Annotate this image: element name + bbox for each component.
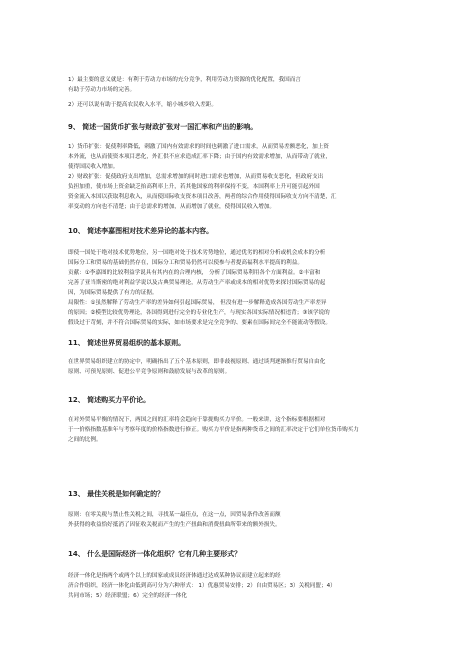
intro-line-2: 有助于劳动力市场的完善。 [68,87,136,93]
q9-body [68,142,426,212]
q11-line: 在世界贸易组织建立的协定中，明确指出了五个基本原则，即非歧视原则、通过谈判逐渐推行贸易自由化 [68,359,326,365]
q11-heading: 11、 简述世界贸易组织的基本原则。 [68,339,186,347]
q14-body [68,571,426,601]
intro-paragraph-2 [68,100,426,110]
q10-line: 即使一国处于绝对技术优势地位，另一国绝对处于技术劣势地位，通过优劣的相对分析或机会成本的分析 [68,250,326,256]
q9-line: 2）财政扩张：促使政府支出增加，总需求增加的同时进口需求也增加，从而贸易收支恶化，但政府支出 [68,174,324,180]
q10-heading: 10、 简述李嘉图相对技术差异论的基本内容。 [68,227,214,235]
q10-line: 因，为国际贸易提供了有力的证据。 [68,290,158,296]
q9-line: 率变动的方向也不清楚；由于总需求的增加，从而增加了就业，使得国民收入增加。 [68,204,275,210]
q9-line: 资金流入本国以获取利息收入，从而使国际收支资本项目改善，两者的综合作用使得国际收支方向不清楚，汇 [68,194,337,200]
q9-line: 1）货币扩张：促使利率降低，刺激了国内有效需求的时间也刺激了进口需求，从而贸易差额恶化，加上资 [68,144,329,150]
q11-body [68,357,426,377]
q12-heading: 12、 简述购买力平价论。 [68,396,151,404]
q10-line: 的原因；②模型比较优势理论，各国得到进行完全的专业化生产，与现实各国实际情况相违背；③该学说的 [68,310,330,316]
intro-line-1: 1）最主要的意义就是：有利于劳动力市场的充分竞争，利用劳动力资源的优化配置，我国而言 [68,77,301,83]
q9-line: 本外流，也从而使资本项目恶化，外汇供不应求造成汇率下降；由于国内有效需求增加，从而带动了就业， [68,154,331,160]
q10-line: 假设过于苛刻，并不符合国际贸易的实际，如市场要求是完全竞争的、要素在国际间完全不能流动等假设。 [68,320,331,326]
q12-line: 于一价格指数基准年与考察年度的价格指数进行修正。购买力平价是指两种货币之间的汇率决定于它们单位货币购买力 [68,427,359,433]
q14-line: 济合作组织，经济一体化由低到高可分为六种形式： 1）优惠贸易安排；2）自由贸易区；3）关税同盟；4） [68,583,336,589]
q9-line: 负担加重，使市场上资金缺乏抬高利率上升，若其他国家的利率保持不变，本国利率上升可能引起外国 [68,184,320,190]
q10-body [68,248,426,328]
intro-line-3: 2）还可以说有助于提高农民收入水平，缩小城乡收入差距。 [68,102,217,108]
q11-line: 原则、可预见原则、促进公平竞争原则和鼓励发展与改革的原则。 [68,369,231,375]
q9-line: 使得国民收入增加。 [68,164,119,170]
q10-line: 完善了亚当斯密的绝对利益学说以及古典贸易理论，从劳动生产率或成本的相对优势来探讨国际贸易的起 [68,280,326,286]
q13-line: 外获得的收益恰好抵消了因征收关税而产生的生产扭曲和消费扭曲所带来的额外损失。 [68,522,281,528]
q12-line: 在对外贸易平衡的情况下，两国之间的汇率将会趋向于靠拢购买力平价。一般来讲，这个指标要根据相对 [68,417,326,423]
q13-heading: 13、 最佳关税是如何确定的？ [68,490,165,498]
q10-line: 国际分工和贸易的基础仍然存在，国际分工和贸易仍然可以使参与者提高福利水平提高的利益。 [68,260,303,266]
q14-heading: 14、 什么是国际经济一体化组织？它有几种主要形式？ [68,550,242,558]
q12-body [68,415,426,445]
q14-line: 经济一体化是指两个或两个以上的国家或成员经济体通过达成某种协议而建立起来的经 [68,573,281,579]
q13-body [68,510,426,530]
q10-line: 贡献：①李嘉图的比较利益学说具有其内在的合理内核， 分析了国际贸易利用各个方面利益。②丰富和 [68,270,321,276]
q10-line: 局限性：①虽然解释了劳动生产率的差异如何引起国际贸易， 但没有进一步解释造成各国劳动生产率差异 [68,300,327,306]
q9-heading: 9、 简述一国货币扩张与财政扩张对一国汇率和产出的影响。 [68,123,258,131]
q14-line: 共同市场；5）经济联盟；6）完全的经济一体化 [68,593,187,599]
q12-line: 之间的比例。 [68,437,102,443]
q13-line: 原则：在零关税与禁止性关税之间，寻找某一最佳点，在这一点，因贸易条件改善而额 [68,512,281,518]
intro-paragraph-1 [68,75,426,95]
